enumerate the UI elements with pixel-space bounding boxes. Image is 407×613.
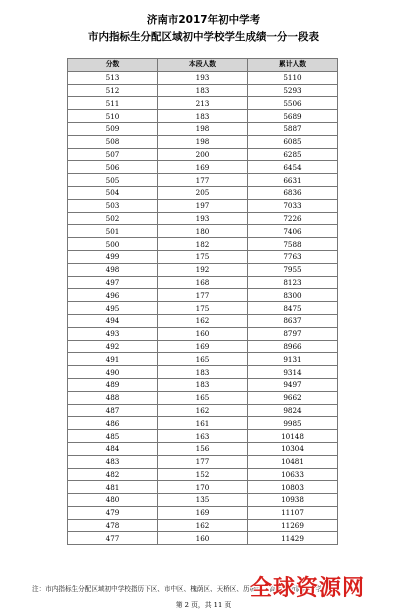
cell-cumulative: 9662	[248, 391, 338, 404]
cell-cumulative: 9314	[248, 366, 338, 379]
table-row	[68, 481, 338, 494]
cell-cumulative: 11107	[248, 506, 338, 519]
cell-count: 165	[158, 353, 248, 366]
cell-count: 198	[158, 135, 248, 148]
cell-cumulative: 7955	[248, 263, 338, 276]
cell-count: 170	[158, 481, 248, 494]
column-header-count: 本段人数	[158, 59, 248, 72]
cell-count: 175	[158, 250, 248, 263]
cell-cumulative: 7406	[248, 225, 338, 238]
cell-cumulative: 8123	[248, 276, 338, 289]
cell-cumulative: 10633	[248, 468, 338, 481]
cell-score: 509	[68, 122, 158, 135]
table-row	[68, 135, 338, 148]
cell-score: 503	[68, 199, 158, 212]
cell-count: 161	[158, 417, 248, 430]
table-row	[68, 110, 338, 123]
cell-count: 198	[158, 122, 248, 135]
cell-score: 486	[68, 417, 158, 430]
cell-cumulative: 9131	[248, 353, 338, 366]
cell-count: 183	[158, 110, 248, 123]
cell-score: 490	[68, 366, 158, 379]
table-row	[68, 506, 338, 519]
score-distribution-table	[67, 58, 338, 545]
cell-count: 183	[158, 378, 248, 391]
cell-score: 478	[68, 519, 158, 532]
cell-count: 177	[158, 174, 248, 187]
cell-cumulative: 8966	[248, 340, 338, 353]
cell-cumulative: 5293	[248, 84, 338, 97]
cell-cumulative: 10304	[248, 442, 338, 455]
cell-score: 487	[68, 404, 158, 417]
cell-score: 504	[68, 186, 158, 199]
cell-count: 177	[158, 455, 248, 468]
cell-score: 499	[68, 250, 158, 263]
cell-score: 489	[68, 378, 158, 391]
cell-score: 498	[68, 263, 158, 276]
cell-cumulative: 6631	[248, 174, 338, 187]
table-row	[68, 250, 338, 263]
table-row	[68, 314, 338, 327]
cell-score: 497	[68, 276, 158, 289]
table-row	[68, 84, 338, 97]
cell-score: 492	[68, 340, 158, 353]
cell-count: 168	[158, 276, 248, 289]
watermark-logo: 全球资源网	[250, 576, 366, 601]
cell-count: 169	[158, 506, 248, 519]
cell-cumulative: 10481	[248, 455, 338, 468]
cell-count: 205	[158, 186, 248, 199]
cell-cumulative: 7588	[248, 238, 338, 251]
page-subtitle: 市内指标生分配区域初中学校学生成绩一分一段表	[88, 31, 319, 43]
cell-count: 162	[158, 404, 248, 417]
table-row	[68, 186, 338, 199]
table-row	[68, 212, 338, 225]
table-row	[68, 199, 338, 212]
cell-cumulative: 5887	[248, 122, 338, 135]
cell-score: 500	[68, 238, 158, 251]
table-row	[68, 366, 338, 379]
cell-score: 495	[68, 302, 158, 315]
cell-count: 182	[158, 238, 248, 251]
cell-score: 496	[68, 289, 158, 302]
cell-count: 160	[158, 532, 248, 545]
cell-count: 192	[158, 263, 248, 276]
table-row	[68, 148, 338, 161]
table-row	[68, 417, 338, 430]
table-row	[68, 327, 338, 340]
cell-count: 175	[158, 302, 248, 315]
table-header-row	[68, 59, 338, 72]
cell-count: 163	[158, 430, 248, 443]
cell-count: 156	[158, 442, 248, 455]
cell-score: 505	[68, 174, 158, 187]
table-row	[68, 289, 338, 302]
cell-count: 177	[158, 289, 248, 302]
cell-count: 162	[158, 519, 248, 532]
footnote: 注：市内指标生分配区域初中学校指历下区、市中区、槐荫区、天桥区、历城区、高新区所属初中学校。	[32, 585, 336, 593]
cell-cumulative: 9985	[248, 417, 338, 430]
cell-score: 506	[68, 161, 158, 174]
table-row	[68, 302, 338, 315]
cell-count: 165	[158, 391, 248, 404]
cell-cumulative: 6285	[248, 148, 338, 161]
cell-count: 200	[158, 148, 248, 161]
cell-score: 480	[68, 494, 158, 507]
cell-count: 162	[158, 314, 248, 327]
cell-count: 169	[158, 161, 248, 174]
table-body	[68, 71, 338, 544]
cell-score: 488	[68, 391, 158, 404]
table-row	[68, 353, 338, 366]
cell-cumulative: 6454	[248, 161, 338, 174]
cell-score: 481	[68, 481, 158, 494]
cell-score: 482	[68, 468, 158, 481]
table-row	[68, 494, 338, 507]
page-title: 济南市2017年初中学考	[146, 14, 261, 26]
cell-count: 135	[158, 494, 248, 507]
table-row	[68, 404, 338, 417]
column-header-cumulative: 累计人数	[248, 59, 338, 72]
cell-score: 502	[68, 212, 158, 225]
cell-count: 213	[158, 97, 248, 110]
table-row	[68, 391, 338, 404]
cell-count: 152	[158, 468, 248, 481]
cell-cumulative: 5110	[248, 71, 338, 84]
cell-score: 501	[68, 225, 158, 238]
table-row	[68, 340, 338, 353]
table-row	[68, 97, 338, 110]
cell-count: 180	[158, 225, 248, 238]
cell-score: 508	[68, 135, 158, 148]
cell-count: 193	[158, 71, 248, 84]
cell-cumulative: 10803	[248, 481, 338, 494]
cell-cumulative: 9497	[248, 378, 338, 391]
table-row	[68, 122, 338, 135]
table-row	[68, 519, 338, 532]
table-row	[68, 430, 338, 443]
cell-cumulative: 5506	[248, 97, 338, 110]
column-header-score: 分数	[68, 59, 158, 72]
cell-cumulative: 8637	[248, 314, 338, 327]
table-row	[68, 442, 338, 455]
cell-count: 169	[158, 340, 248, 353]
table-row	[68, 263, 338, 276]
page-number: 第 2 页，共 11 页	[175, 601, 232, 609]
cell-score: 513	[68, 71, 158, 84]
table-row	[68, 161, 338, 174]
cell-cumulative: 6085	[248, 135, 338, 148]
cell-cumulative: 10148	[248, 430, 338, 443]
cell-score: 485	[68, 430, 158, 443]
cell-count: 183	[158, 84, 248, 97]
cell-count: 193	[158, 212, 248, 225]
cell-score: 512	[68, 84, 158, 97]
cell-cumulative: 8797	[248, 327, 338, 340]
cell-score: 483	[68, 455, 158, 468]
table-row	[68, 378, 338, 391]
table-row	[68, 225, 338, 238]
cell-score: 507	[68, 148, 158, 161]
table-row	[68, 455, 338, 468]
cell-score: 511	[68, 97, 158, 110]
cell-score: 491	[68, 353, 158, 366]
cell-score: 479	[68, 506, 158, 519]
cell-count: 160	[158, 327, 248, 340]
cell-cumulative: 11429	[248, 532, 338, 545]
cell-score: 477	[68, 532, 158, 545]
cell-cumulative: 9824	[248, 404, 338, 417]
table-row	[68, 276, 338, 289]
table-row	[68, 238, 338, 251]
table-row	[68, 174, 338, 187]
cell-count: 197	[158, 199, 248, 212]
cell-score: 493	[68, 327, 158, 340]
cell-count: 183	[158, 366, 248, 379]
cell-cumulative: 7763	[248, 250, 338, 263]
cell-cumulative: 7033	[248, 199, 338, 212]
cell-score: 510	[68, 110, 158, 123]
cell-cumulative: 7226	[248, 212, 338, 225]
table-row	[68, 532, 338, 545]
cell-cumulative: 5689	[248, 110, 338, 123]
cell-score: 484	[68, 442, 158, 455]
table-row	[68, 71, 338, 84]
cell-cumulative: 11269	[248, 519, 338, 532]
cell-cumulative: 6836	[248, 186, 338, 199]
cell-cumulative: 8300	[248, 289, 338, 302]
table-row	[68, 468, 338, 481]
cell-score: 494	[68, 314, 158, 327]
cell-cumulative: 8475	[248, 302, 338, 315]
cell-cumulative: 10938	[248, 494, 338, 507]
